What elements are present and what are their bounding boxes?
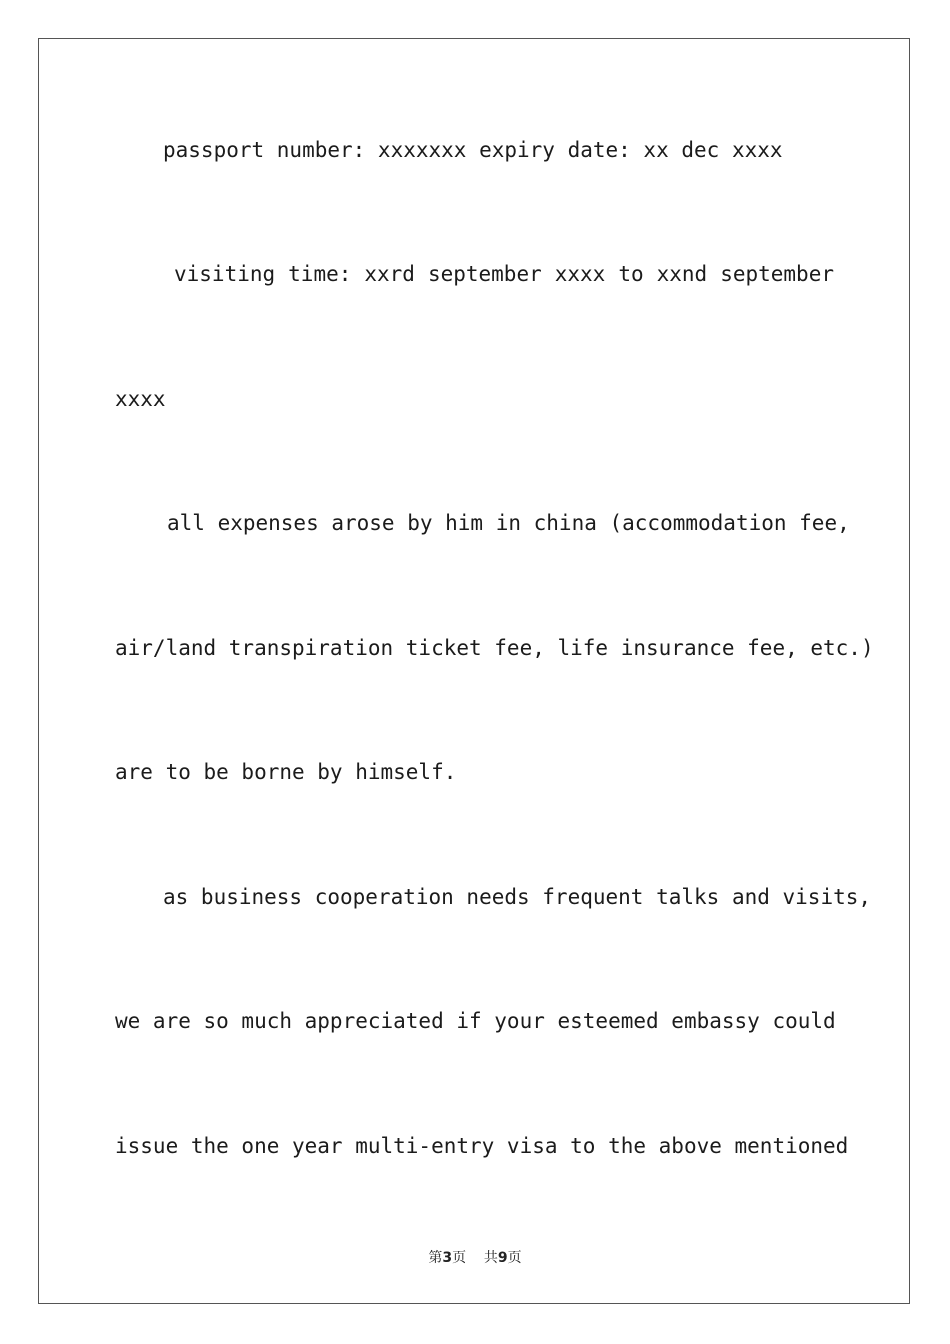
footer-page-prefix: 第 (428, 1250, 443, 1266)
text-line-expenses-cont: air/land transpiration ticket fee, life insurance fee, etc.) (115, 636, 874, 660)
footer-total-prefix: 共 (483, 1250, 498, 1266)
text-line-visiting-time-cont: xxxx (115, 387, 166, 411)
footer-page-suffix: 页 (452, 1250, 467, 1266)
text-line-embassy: we are so much appreciated if your esteemed embassy could (115, 1009, 836, 1033)
footer-page-current: 3 (442, 1250, 453, 1266)
text-line-visa: issue the one year multi-entry visa to the above mentioned (115, 1134, 849, 1158)
text-line-visiting-time: visiting time: xxrd september xxxx to xxnd september (174, 262, 834, 286)
page-frame (38, 38, 910, 1304)
text-line-expenses-end: are to be borne by himself. (115, 760, 457, 784)
text-line-business: as business cooperation needs frequent talks and visits, (163, 885, 872, 909)
footer-total-suffix: 页 (507, 1250, 522, 1266)
text-line-passport: passport number: xxxxxxx expiry date: xx dec xxxx (163, 138, 783, 162)
footer-page-total: 9 (497, 1250, 508, 1266)
page-footer (0, 1247, 950, 1267)
text-line-expenses: all expenses arose by him in china (accommodation fee, (167, 511, 850, 535)
